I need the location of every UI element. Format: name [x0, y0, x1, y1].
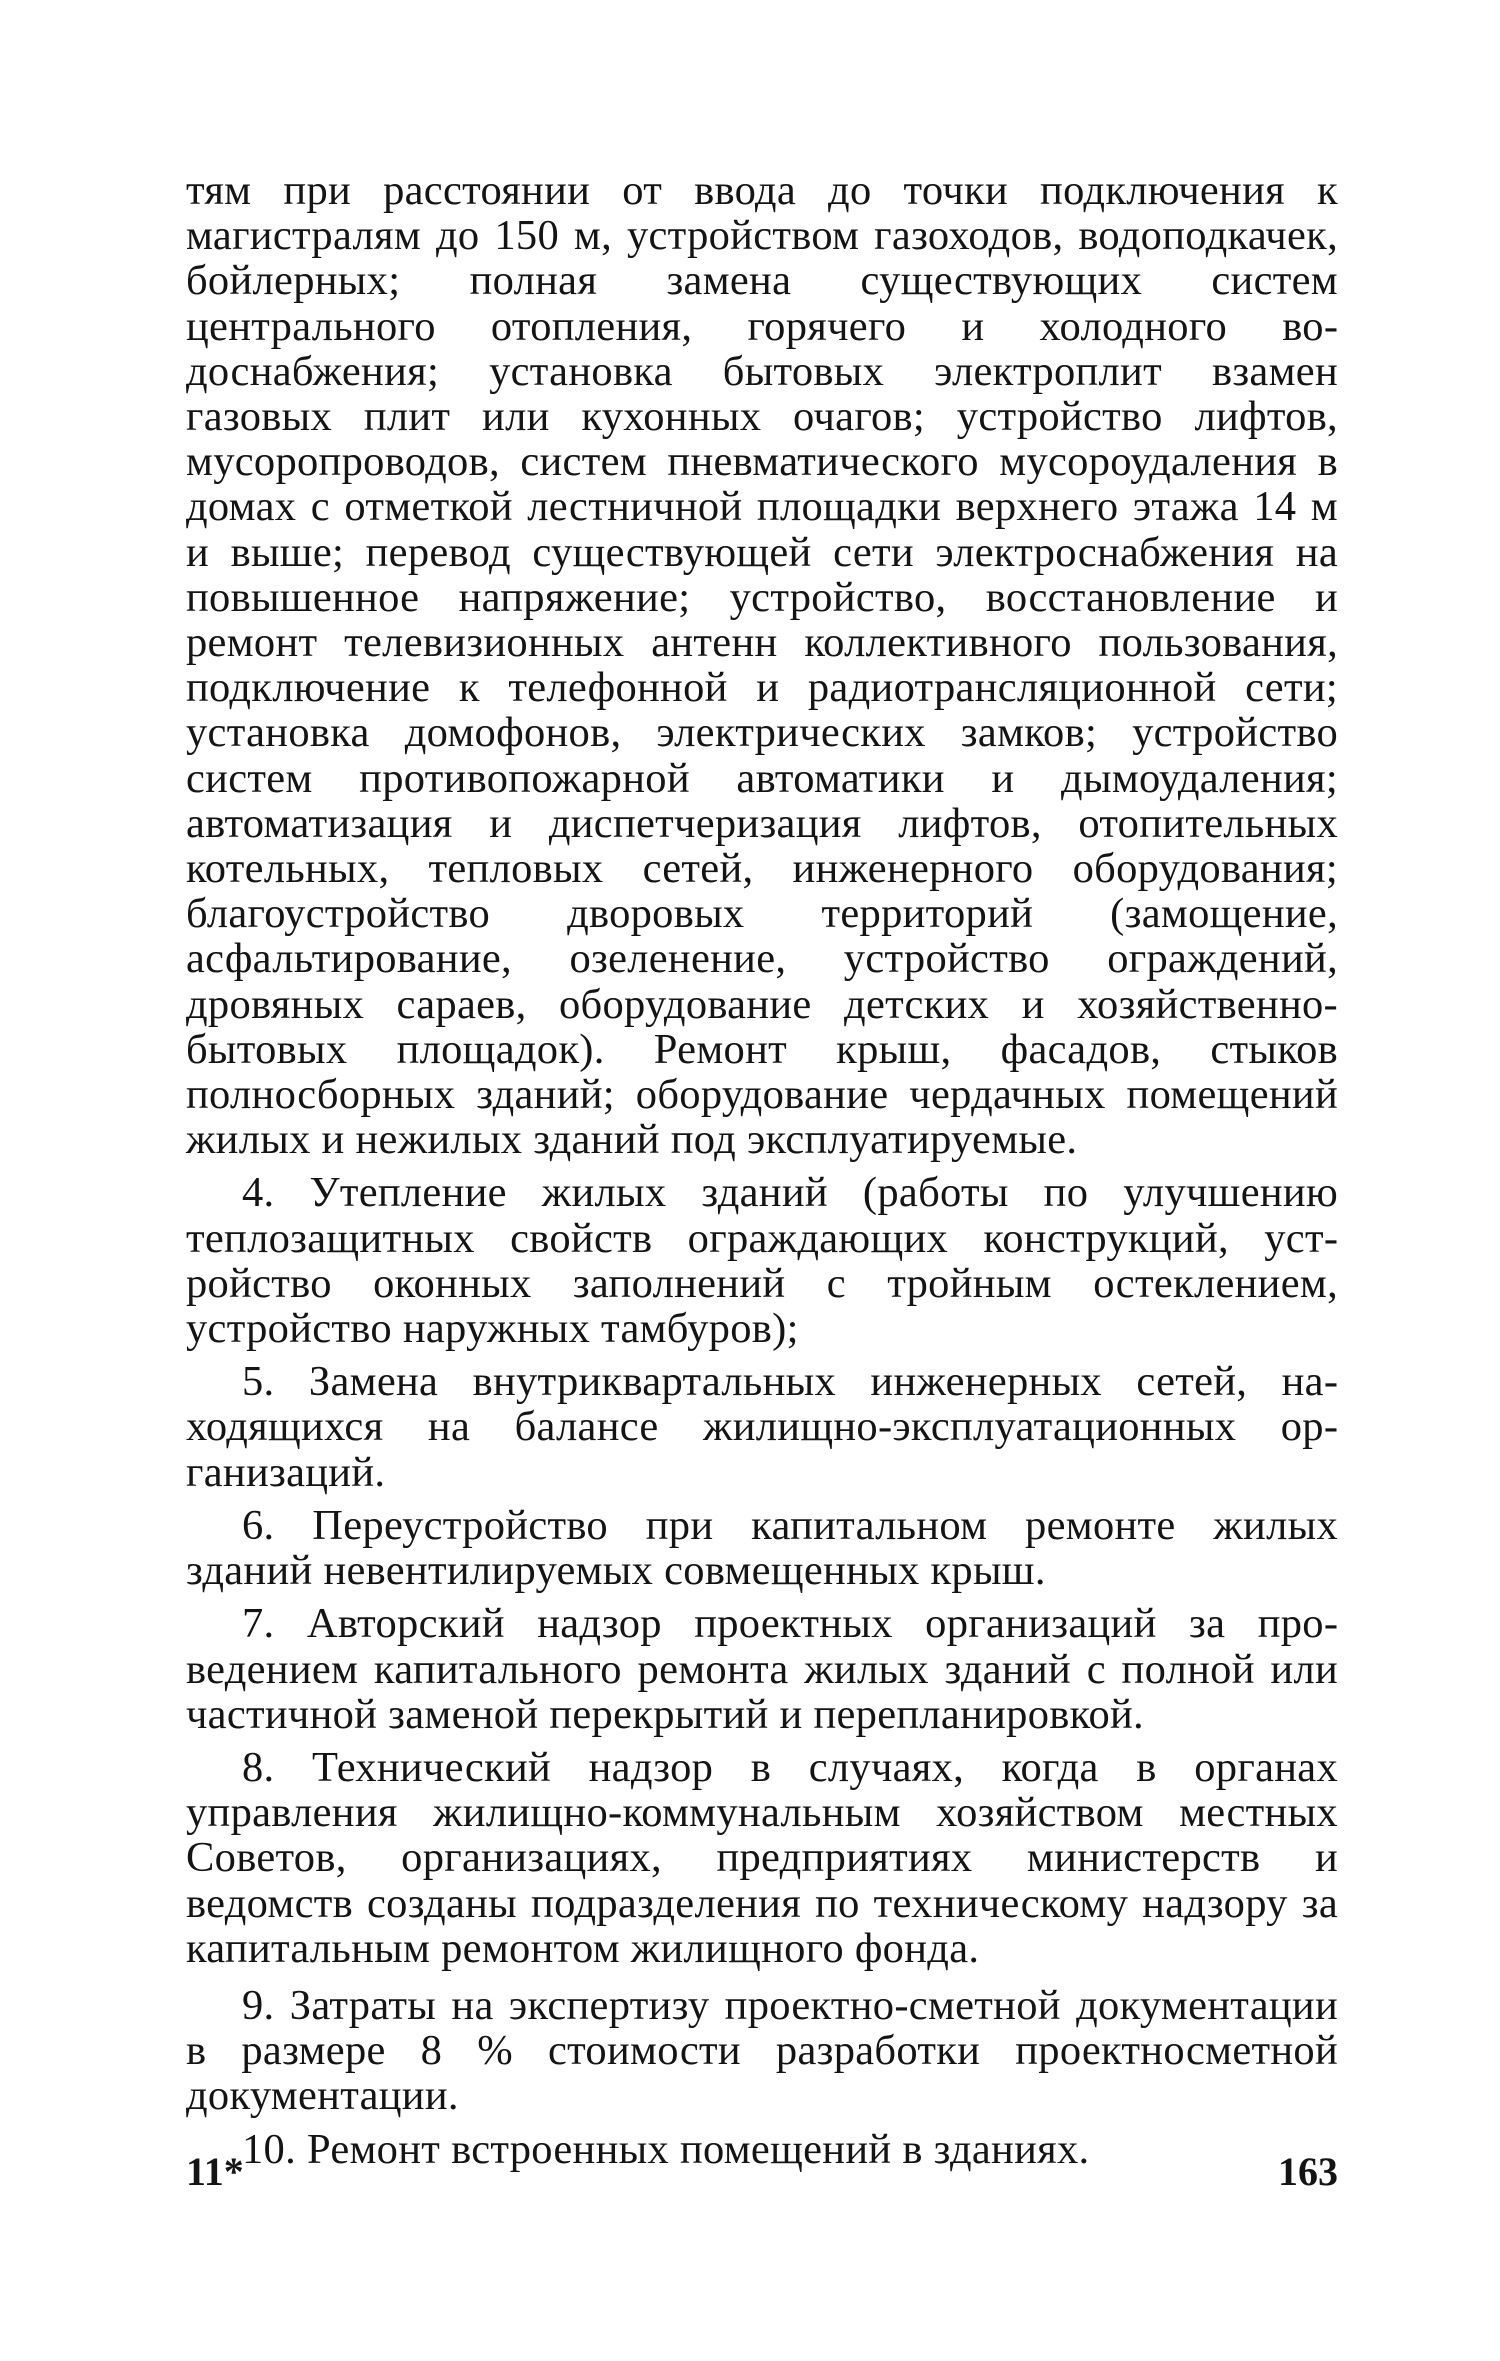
- list-item-8: 8. Технический надзор в случаях, когда в органах управления жилищно-коммунальным хозяйством местных Советов, организациях, предприятиях министерств и ведомств созданы подразделения по техническому надзору за капитальным ремонтом жилищного фонда.: [186, 1743, 1338, 1972]
- continuation-paragraph: тям при расстоянии от ввода до точки подключения к магистралям до 150 м, устройством газоходов, водоподкачек, бойлерных; полная замена существующих систем центрального отопления, горячего и холодного водоснабжения; установка бытовых электроплит взамен газовых плит или кухонных очагов; устройство лифтов, мусоропроводов, систем пневматического мусороудаления в домах с отметкой лестничной площадки верхнего этажа 14 м и выше; перевод существующей сети электроснабжения на повышенное напряжение; устройство, восстановление и ремонт телевизионных антенн коллективного пользования, подключение к телефонной и радиотрансляционной сети; установка домофонов, электрических замков; устройство систем противопожарной автоматики и дымоудаления; автоматизация и диспетчеризация лифтов, отопительных котельных, тепловых сетей, инженерного оборудования; благоустройство дворовых территорий (замощение, асфальтирование, озеленение, устройство ограждений, дровяных сараев, оборудование детских и хозяйственно-бытовых площадок). Ремонт крыш, фасадов, стыков полносборных зданий; оборудование чердачных помещений жилых и нежилых зданий под эксплуатируемые.: [186, 167, 1338, 1164]
- page-body: [186, 168, 1338, 2172]
- page-footer: [186, 2148, 1338, 2208]
- list-item-4: 4. Утепление жилых зданий (работы по улучшению теплозащитных свойств ограждающих конструкций, устройство оконных заполнений с тройным остеклением, устройство наружных тамбуров);: [186, 1169, 1338, 1353]
- list-item-9: 9. Затраты на экспертизу проектно-сметной документации в размере 8 % стоимости разработки проектносметной документации.: [186, 1981, 1338, 2120]
- list-item-6: 6. Переустройство при капитальном ремонте жилых зданий невентилируемых совмещенных крыш.: [186, 1501, 1338, 1595]
- page-number: 163: [1278, 2149, 1338, 2194]
- signature-mark: 11*: [186, 2149, 244, 2194]
- list-item-5: 5. Замена внутриквартальных инженерных сетей, находящихся на балансе жилищно-эксплуатационных организаций.: [186, 1358, 1338, 1496]
- list-item-7: 7. Авторский надзор проектных организаций за проведением капитального ремонта жилых зданий с полной или частичной заменой перекрытий и перепланировкой.: [186, 1600, 1338, 1738]
- list-item-10: 10. Ремонт встроенных помещений в зданиях.: [242, 2125, 1090, 2173]
